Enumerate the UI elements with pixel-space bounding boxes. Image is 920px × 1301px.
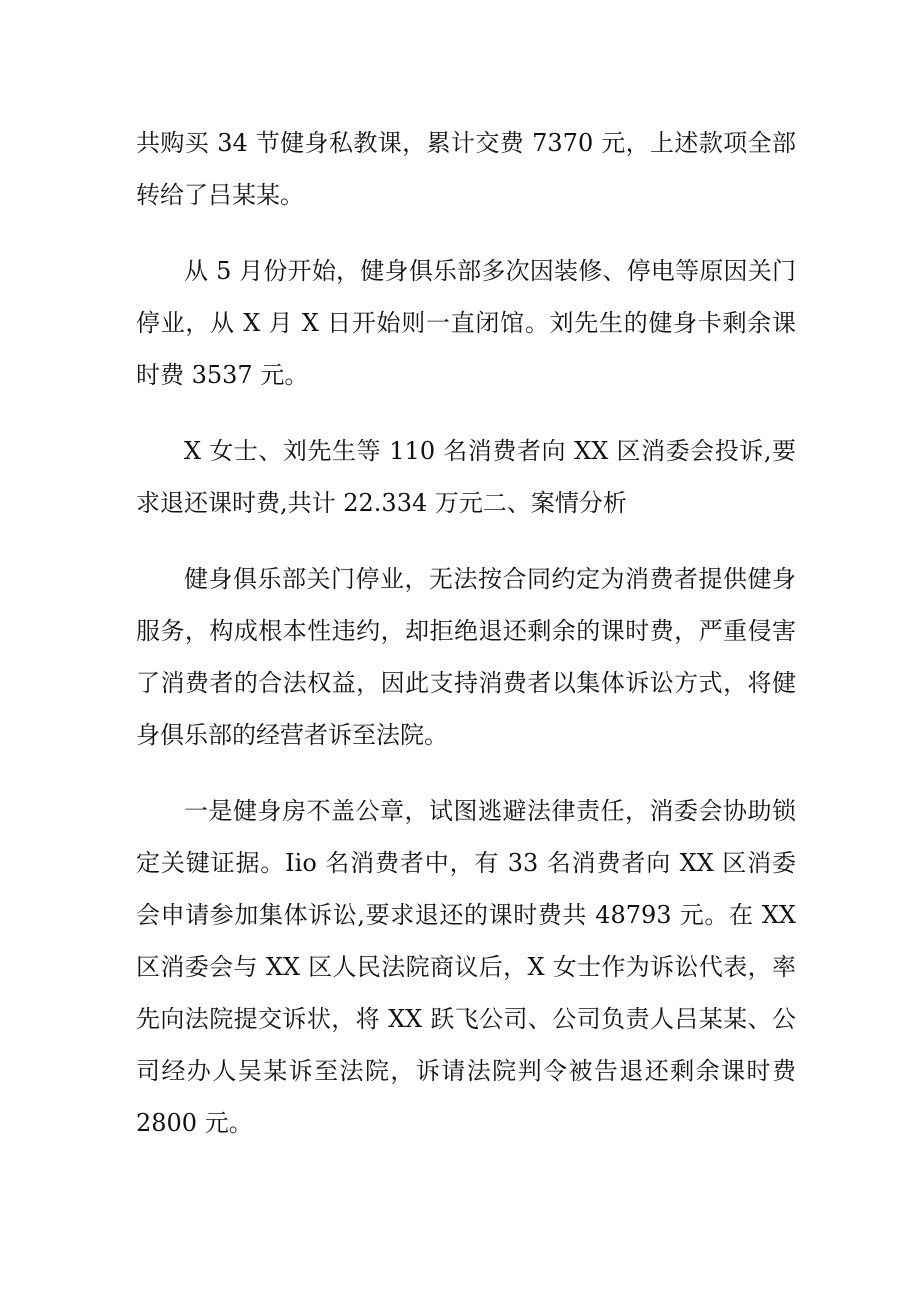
paragraph-analysis: 健身俱乐部关门停业，无法按合同约定为消费者提供健身服务，构成根本性违约，却拒绝退还剩余的课时费，严重侵害了消费者的合法权益，因此支持消费者以集体诉讼方式，将健身俱乐部的经营者诉至法院。 (136, 565, 796, 749)
paragraph-complaint: X 女士、刘先生等 110 名消费者向 XX 区消委会投诉,要求退还课时费,共计 22.334 万元二、案情分析 (136, 437, 796, 517)
paragraph-closure: 从 5 月份开始，健身俱乐部多次因装修、停电等原因关门停业，从 X 月 X 日开始则一直闭馆。刘先生的健身卡剩余课时费 3537 元。 (136, 257, 796, 389)
paragraph-continuation: 共购买 34 节健身私教课，累计交费 7370 元，上述款项全部转给了吕某某。 (136, 129, 796, 209)
paragraph-evidence: 一是健身房不盖公章，试图逃避法律责任，消委会协助锁定关键证据。Iio 名消费者中，有 33 名消费者向 XX 区消委会申请参加集体诉讼,要求退还的课时费共 48793 元。在 XX 区消委会与 XX 区人民法院商议后，X 女士作为诉讼代表，率先向法院提交诉状，将 XX 跃飞公司、公司负责人吕某某、公司经办人吴某诉至法院，诉请法院判令被告退还剩余课时费 2800 元。 (136, 797, 796, 1137)
document-body (136, 117, 796, 1149)
